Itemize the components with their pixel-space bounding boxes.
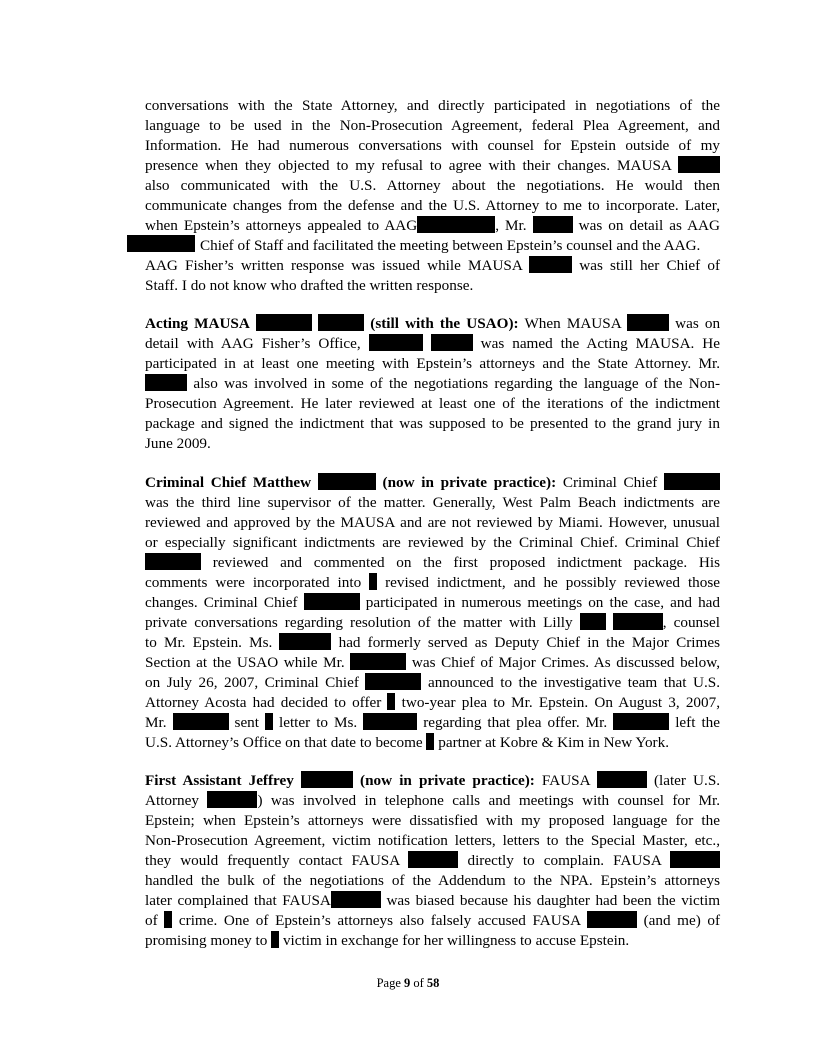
text-segment: (and me) of — [643, 912, 721, 929]
text-segment: AAG Fisher’s written response was issued while MAUSA — [145, 257, 522, 274]
text-line — [145, 374, 720, 394]
text-line: Non-Prosecution Agreement, victim notification letters, letters to the Special Master, etc., — [145, 832, 720, 849]
section-heading: Acting MAUSA — [145, 315, 250, 332]
section-heading: (still with the USAO): — [370, 315, 519, 332]
text-line — [145, 236, 720, 256]
text-line — [145, 613, 720, 633]
redaction-box — [678, 156, 720, 173]
text-line — [145, 156, 720, 176]
redaction-box — [587, 911, 637, 928]
redaction-box — [670, 851, 720, 868]
text-segment: When MAUSA — [524, 315, 621, 332]
text-segment: comments were incorporated into — [145, 574, 362, 591]
text-line: or especially significant indictments are reviewed by the Criminal Chief. Criminal Chief — [145, 534, 720, 551]
redaction-box — [145, 374, 187, 391]
page-footer — [0, 973, 816, 993]
text-line: also communicated with the U.S. Attorney about the negotiations. He would then — [145, 177, 720, 194]
text-line — [145, 911, 720, 931]
redaction-box — [127, 235, 195, 252]
paragraph-mausa-continued — [145, 96, 720, 296]
text-segment: participated in numerous meetings on the case, and had — [365, 594, 721, 611]
text-line — [145, 771, 720, 791]
text-line — [145, 791, 720, 811]
text-line — [145, 573, 720, 593]
redaction-box — [271, 931, 279, 948]
redaction-box — [387, 693, 395, 710]
text-segment: sent — [234, 714, 259, 731]
text-segment: they would frequently contact FAUSA — [145, 852, 400, 869]
text-segment: regarding that plea offer. Mr. — [423, 714, 608, 731]
text-segment: when Epstein’s attorneys appealed to AAG — [145, 217, 418, 234]
text-line: conversations with the State Attorney, and directly participated in negotiations of the — [145, 97, 720, 114]
text-segment: U.S. Attorney’s Office on that date to become — [145, 734, 423, 751]
text-segment: reviewed and commented on the first proposed indictment package. His — [212, 554, 721, 571]
text-segment: , Mr. — [495, 217, 527, 234]
text-line: package and signed the indictment that was supposed to be presented to the grand jury in — [145, 415, 720, 432]
text-segment: left the — [675, 714, 720, 731]
text-segment: later complained that FAUSA — [145, 892, 331, 909]
text-line — [145, 713, 720, 733]
redaction-box — [145, 553, 201, 570]
text-segment: Attorney Acosta had decided to offer — [145, 694, 382, 711]
text-segment: announced to the investigative team that U.S. — [427, 674, 721, 691]
redaction-box — [580, 613, 606, 630]
redaction-box — [369, 573, 377, 590]
text-line: Prosecution Agreement. He later reviewed at least one of the iterations of the indictment — [145, 395, 720, 412]
text-line: reviewed and approved by the MAUSA and are not reviewed by Miami. However, unusual — [145, 514, 720, 531]
redaction-box — [408, 851, 458, 868]
page-of-label: of — [413, 976, 424, 990]
text-segment: Chief of Staff and facilitated the meeting between Epstein’s counsel and the AAG. — [200, 237, 701, 254]
redaction-box — [613, 613, 663, 630]
text-segment: was on — [675, 315, 721, 332]
text-line — [145, 216, 720, 236]
text-line — [145, 314, 720, 334]
text-line — [145, 256, 720, 276]
text-segment: detail with AAG Fisher’s Office, — [145, 335, 361, 352]
paragraph-acting-mausa — [145, 314, 720, 454]
redaction-box — [318, 473, 376, 490]
text-line — [145, 673, 720, 693]
text-segment: letter to Ms. — [279, 714, 358, 731]
redaction-box — [350, 653, 406, 670]
text-segment: was Chief of Major Crimes. As discussed below, — [411, 654, 721, 671]
redaction-box — [164, 911, 172, 928]
page-number: 9 — [404, 976, 411, 990]
text-segment: victim in exchange for her willingness to accuse Epstein. — [282, 932, 630, 949]
redaction-box — [431, 334, 473, 351]
text-line — [145, 593, 720, 613]
text-segment: was biased because his daughter had been the victim — [386, 892, 721, 909]
text-segment: (later U.S. — [653, 772, 721, 789]
redaction-box — [318, 314, 364, 331]
text-segment: was named the Acting MAUSA. He — [480, 335, 721, 352]
page-total: 58 — [426, 976, 440, 990]
redaction-box — [365, 673, 421, 690]
text-segment: presence when they objected to my refusal to agree with their changes. MAUSA — [145, 157, 672, 174]
text-segment: Section at the USAO while Mr. — [145, 654, 345, 671]
text-segment: promising money to — [145, 932, 268, 949]
redaction-box — [331, 891, 381, 908]
text-line: language to be used in the Non-Prosecution Agreement, federal Plea Agreement, and — [145, 117, 720, 134]
redaction-box — [597, 771, 647, 788]
section-heading: First Assistant Jeffrey — [145, 772, 294, 789]
text-line — [145, 693, 720, 713]
text-line — [145, 633, 720, 653]
text-segment: directly to complain. FAUSA — [467, 852, 661, 869]
page-label: Page — [376, 976, 401, 990]
text-segment: two-year plea to Mr. Epstein. On August 3, 2007, — [401, 694, 720, 711]
text-segment: was on detail as AAG — [578, 217, 720, 234]
text-segment: had formerly served as Deputy Chief in the Major Crimes — [338, 634, 720, 651]
text-line — [145, 733, 720, 753]
section-heading: (now in private practice): — [360, 772, 535, 789]
text-segment: of — [145, 912, 158, 929]
text-segment: Criminal Chief — [562, 474, 658, 491]
text-line: was the third line supervisor of the matter. Generally, West Palm Beach indictments are — [145, 494, 720, 511]
redaction-box — [279, 633, 331, 650]
redaction-box — [173, 713, 229, 730]
text-line — [145, 891, 720, 911]
redaction-box — [369, 334, 423, 351]
text-segment: to Mr. Epstein. Ms. — [145, 634, 273, 651]
text-line — [145, 553, 720, 573]
text-segment: also was involved in some of the negotiations regarding the language of the Non- — [193, 375, 721, 392]
redaction-box — [533, 216, 573, 233]
section-heading: (now in private practice): — [382, 474, 557, 491]
redaction-box — [529, 256, 572, 273]
text-line: Information. He had numerous conversations with counsel for Epstein outside of my — [145, 137, 720, 154]
text-segment: FAUSA — [541, 772, 590, 789]
text-segment: on July 26, 2007, Criminal Chief — [145, 674, 359, 691]
paragraph-criminal-chief — [145, 473, 720, 753]
text-line: communicate changes from the defense and the U.S. Attorney to me to incorporate. Later, — [145, 197, 720, 214]
text-segment: partner at Kobre & Kim in New York. — [438, 734, 669, 751]
redaction-box — [613, 713, 669, 730]
redaction-box — [627, 314, 669, 331]
section-heading: Criminal Chief Matthew — [145, 474, 312, 491]
text-line: handled the bulk of the negotiations of the Addendum to the NPA. Epstein’s attorneys — [145, 872, 720, 889]
text-line — [145, 931, 720, 951]
redaction-box — [256, 314, 312, 331]
text-line: participated in at least one meeting with Epstein’s attorneys and the State Attorney. Mr. — [145, 355, 720, 372]
text-segment: was still her Chief of — [579, 257, 721, 274]
paragraph-first-assistant — [145, 771, 720, 951]
text-line: June 2009. — [145, 435, 211, 452]
text-segment: revised indictment, and he possibly reviewed those — [385, 574, 721, 591]
text-segment: changes. Criminal Chief — [145, 594, 298, 611]
redaction-box — [207, 791, 257, 808]
text-line — [145, 653, 720, 673]
text-segment: private conversations regarding resolution of the matter with Lilly — [145, 614, 573, 631]
redaction-box — [426, 733, 434, 750]
redaction-box — [417, 216, 495, 233]
text-line — [145, 334, 720, 354]
text-segment: ) was involved in telephone calls and meetings with counsel for Mr. — [257, 792, 721, 809]
redaction-box — [363, 713, 417, 730]
text-segment: , counsel — [662, 614, 720, 631]
redaction-box — [304, 593, 360, 610]
redaction-box — [301, 771, 353, 788]
text-line — [145, 851, 720, 871]
redaction-box — [265, 713, 273, 730]
text-segment: crime. One of Epstein’s attorneys also falsely accused FAUSA — [178, 912, 581, 929]
text-line: Staff. I do not know who drafted the written response. — [145, 277, 474, 294]
text-segment: Mr. — [145, 714, 167, 731]
text-line — [145, 473, 720, 493]
redaction-box — [664, 473, 720, 490]
text-line: Epstein; when Epstein’s attorneys were dissatisfied with my proposed language for the — [145, 812, 720, 829]
text-segment: Attorney — [145, 792, 199, 809]
